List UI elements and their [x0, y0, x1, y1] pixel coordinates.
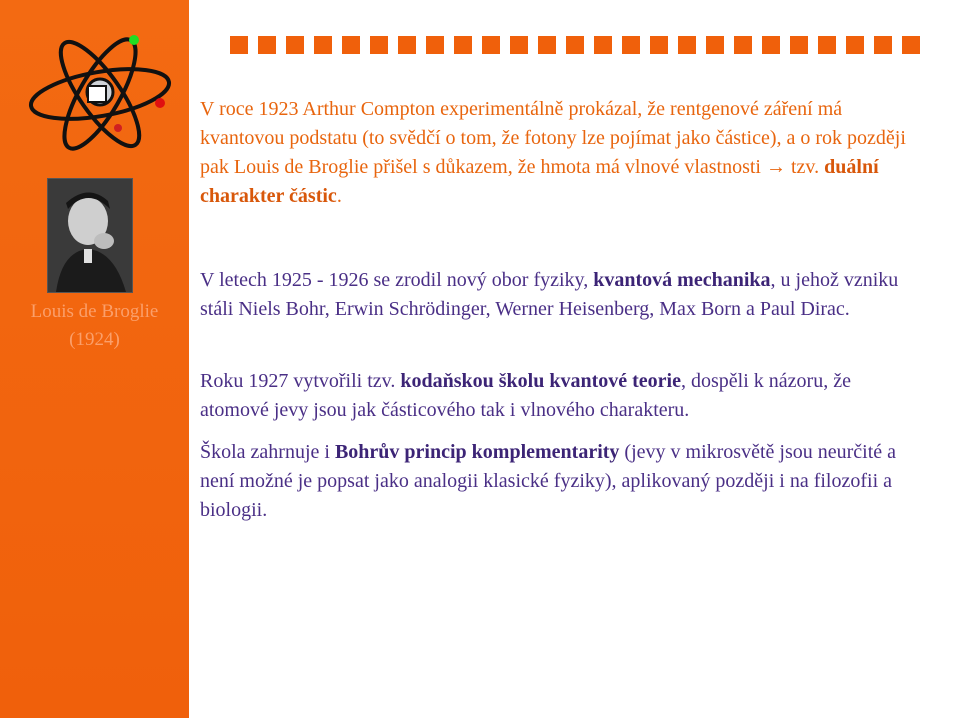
sidebar — [0, 0, 189, 718]
p2-text-b: , dospěli k názoru, že atomové jevy jsou jak částicového tak i vlnového charakteru. — [200, 370, 851, 421]
atom-icon — [22, 28, 182, 158]
p3-text-b: (jevy v mikrosvětě jsou neurčité a není možné je popsat jako analogii klasické fyziky), aplikovaný později i na filozofii a biologii. — [200, 441, 897, 521]
intro-text: V roce 1923 Arthur Compton experimentálně prokázal, že rentgenové záření má kvantovou podstatu (to svědčí o tom, že fotony lze pojímat jako částice), a o rok později pak Louis de Broglie přišel s důkazem, že hmota má vlnové vlastnosti — [200, 98, 906, 178]
paragraph-quantum-mechanics — [200, 266, 920, 324]
intro-bold: duální charakter částic — [200, 156, 879, 207]
intro-end: . — [336, 185, 342, 207]
p2-bold: kodaňskou školu kvantové teorie — [400, 370, 681, 392]
portrait-caption — [0, 298, 189, 354]
paragraph-copenhagen-school — [200, 367, 920, 425]
p3-bold: Bohrův princip komplementarity — [334, 441, 620, 463]
intro-tzv: tzv. — [786, 156, 825, 178]
p1-text-a: V letech 1925 - 1926 se zrodil nový obor fyziky, — [200, 269, 594, 291]
caption-year: (1924) — [69, 329, 120, 350]
p2-text-a: Roku 1927 vytvořili tzv. — [200, 370, 401, 392]
intro-paragraph — [200, 95, 920, 211]
portrait-photo — [47, 178, 133, 293]
p3-text-a: Škola zahrnuje i — [200, 441, 335, 463]
p1-bold: kvantová mechanika — [593, 269, 771, 291]
divider — [189, 0, 191, 718]
caption-name: Louis de Broglie — [30, 301, 159, 322]
paragraph-complementarity — [200, 438, 920, 525]
arrow-right-icon: → — [766, 156, 786, 178]
p1-text-b: , u jehož vzniku stáli Niels Bohr, Erwin Schrödinger, Werner Heisenberg, Max Born a Paul Dirac. — [200, 269, 899, 320]
